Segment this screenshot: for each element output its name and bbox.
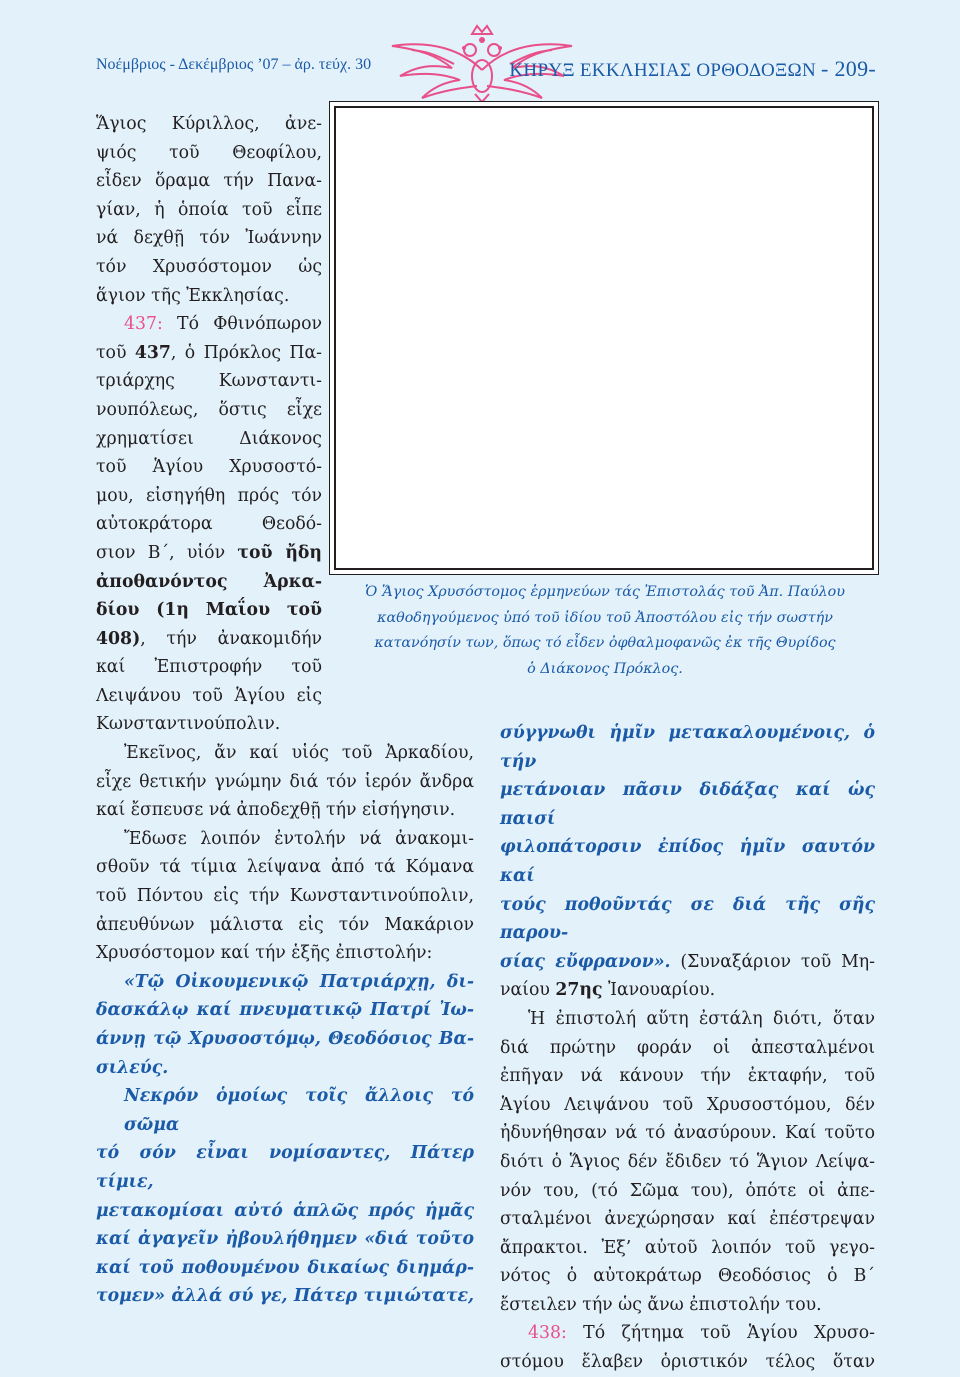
text-line <box>96 625 322 654</box>
quote-line: Νεκρόν ὁμοίως τοῖς ἄλλοις τό σῶμα <box>124 1086 474 1135</box>
text-span: Τό ζήτημα τοῦ Ἁγίου Χρυσο- <box>566 1323 875 1344</box>
right-column <box>500 719 875 1377</box>
quote-line: δασκάλῳ καί πνευματικῷ Πατρί Ἰω- <box>96 1000 474 1021</box>
text-line: ἀπευθύνων μάλιστα εἰς τόν Μακάριον <box>96 914 474 935</box>
quote-line: τομεν» ἀλλά σύ γε, Πάτερ τιμιώτατε, <box>96 1286 474 1307</box>
text-line: Ἔδωσε λοιπόν ἐντολήν νά ἀνακομι- <box>124 828 474 849</box>
quote-line: τούς ποθοῦντάς σε διά τῆς σῆς παρου- <box>500 894 875 944</box>
caption-line: Ὁ Ἅγιος Χρυσόστομος ἑρμηνεύων τάς Ἐπιστολάς τοῦ Ἀπ. Παύλου <box>365 584 845 600</box>
quote-line: «Τῷ Οἰκουμενικῷ Πατριάρχῃ, δι- <box>124 971 474 992</box>
text-line: δίου (1η Μαΐου τοῦ <box>96 600 322 621</box>
text-span: Ἰανουαρίου. <box>602 980 716 1001</box>
text-line: αὐτοκράτορα Θεοδό- <box>96 514 322 535</box>
quote-line: τό σόν εἶναι νομίσαντες, Πάτερ τίμιε, <box>96 1143 474 1192</box>
text-line: ἄπρακτοι. Ἐξ’ αὐτοῦ λοιπόν τοῦ γεγο- <box>500 1237 875 1258</box>
quote-line: φιλοπάτορσιν ἐπίδος ἡμῖν σαυτόν καί <box>500 837 875 886</box>
text-span: 27ης <box>555 980 603 1001</box>
text-span: ναίου <box>500 980 556 1001</box>
text-line: στόμου ἔλαβεν ὁριστικόν τέλος ὅταν <box>500 1352 875 1373</box>
text-span: , ὁ Πρόκλος Πα- <box>170 342 322 363</box>
quote-line: καί τοῦ ποθουμένου δικαίως διημάρ- <box>96 1257 474 1278</box>
text-line: Ἁγίου Λειψάνου τοῦ Χρυσοστόμου, δέν <box>500 1094 875 1115</box>
quote-line: καί ἀγαγεῖν ἠβουλήθημεν «διά τοῦτο <box>96 1229 474 1250</box>
text-line: νόν του, (τό Σῶμα του), ὁπότε οἱ ἀπε- <box>500 1180 875 1201</box>
year-label: 438: <box>528 1323 567 1344</box>
icon-image-placeholder <box>334 106 874 570</box>
year-paragraph-438 <box>500 1319 875 1348</box>
text-span: σιον Β΄, υἱόν <box>96 542 238 563</box>
page-number: - 209- <box>821 56 876 81</box>
text-line: τριάρχης Κωνσταντι- <box>96 371 322 392</box>
text-line: μου, εἰσηγήθη πρός τόν <box>96 485 322 506</box>
text-line: Χρυσόστομον καί τήν ἑξῆς ἐπιστολήν: <box>96 943 433 964</box>
header-title <box>509 56 876 82</box>
text-span: Τό Φθινόπωρον <box>162 314 322 335</box>
text-line: σθοῦν τά τίμια λείψανα ἀπό τά Κόμανα <box>96 857 474 878</box>
text-line: εἶδεν ὅραμα τήν Πανα- <box>96 171 322 192</box>
text-span: σίας εὔφρανον». <box>500 951 671 972</box>
text-line: ἅγιον τῆς Ἐκκλησίας. <box>96 285 290 306</box>
text-line: διά πρώτην φοράν οἱ ἀπεσταλμένοι <box>500 1037 875 1058</box>
text-line: νουπόλεως, ὅστις εἶχε <box>96 399 322 420</box>
journal-title: ΚΗΡΥΞ ΕΚΚΛΗΣΙΑΣ ΟΡΘΟΔΟΞΩΝ <box>509 60 816 81</box>
text-line: τόν Χρυσόστομον ὡς <box>96 256 322 277</box>
text-span: 408) <box>96 628 141 649</box>
text-span: (Συναξάριον τοῦ Μη- <box>670 951 875 972</box>
text-span: τοῦ ἤδη <box>237 542 322 563</box>
text-line: διότι ὁ Ἅγιος δέν ἔδιδεν τό Ἅγιον Λείψα- <box>500 1151 875 1172</box>
text-line <box>500 976 875 1005</box>
caption-line: καθοδηγούμενος ὑπό τοῦ ἰδίου τοῦ Ἀποστόλου εἰς τήν σωστήν <box>377 609 833 626</box>
text-line: χρηματίσει Διάκονος <box>96 428 322 449</box>
text-line <box>96 339 322 368</box>
text-line: τοῦ Ἁγίου Χρυσοστό- <box>96 457 322 478</box>
text-line: Κωνσταντινούπολιν. <box>96 714 281 735</box>
text-line: Ἐκεῖνος, ἄν καί υἱός τοῦ Ἀρκαδίου, <box>124 743 474 763</box>
text-line: εἶχε θετικήν γνώμην διά τόν ἱερόν ἄνδρα <box>96 771 474 792</box>
left-wide-column <box>96 739 474 1311</box>
quote-line: σύγγνωθι ἡμῖν μετακαλουμένοις, ὁ τήν <box>500 723 875 772</box>
text-span: , τήν ἀνακομιδήν <box>140 628 322 649</box>
image-caption <box>340 580 870 682</box>
text-line: καί Ἐπιστροφήν τοῦ <box>96 657 322 678</box>
text-line: ἐπῆγαν νά κάνουν τήν ἐκταφήν, τοῦ <box>500 1066 875 1087</box>
text-line: ἀποθανόντος Ἀρκα- <box>96 571 322 592</box>
text-line: Λειψάνου τοῦ Ἁγίου εἰς <box>96 685 322 706</box>
text-line: σταλμένοι ἀνεχώρησαν καί ἐπέστρεψαν <box>500 1209 875 1230</box>
header-issue-date: Νοέμβριος - Δεκέμβριος ’07 – ἀρ. τεύχ. 30 <box>96 56 372 73</box>
year-paragraph-437 <box>96 310 322 339</box>
text-span: τοῦ <box>96 342 135 363</box>
text-span: 437 <box>134 342 171 363</box>
text-line: νά δεχθῇ τόν Ἰωάννην <box>96 228 322 249</box>
quote-line: άννῃ τῷ Χρυσοστόμῳ, Θεοδόσιος Βα- <box>96 1028 474 1049</box>
text-line: καί ἔσπευσε νά ἀποδεχθῇ τήν εἰσήγησιν. <box>96 800 456 821</box>
text-line: ἠδυνήθησαν νά τό ἀνασύρουν. Καί τοῦτο <box>500 1123 875 1144</box>
text-line: ἔστειλεν τήν ὡς ἄνω ἐπιστολήν του. <box>500 1294 822 1315</box>
quote-line: μετακομίσαι αὐτό ἁπλῶς πρός ἡμᾶς <box>96 1200 474 1221</box>
text-line: Ἡ ἐπιστολή αὕτη ἐστάλη διότι, ὅταν <box>528 1008 875 1029</box>
text-line <box>500 948 875 977</box>
text-line: Ἅγιος Κύριλλος, ἀνε- <box>96 114 322 134</box>
text-line <box>96 539 322 568</box>
text-line: νότος ὁ αὐτοκράτωρ Θεοδόσιος ὁ Β΄ <box>500 1266 875 1287</box>
text-line: τοῦ Πόντου εἰς τήν Κωνσταντινούπολιν, <box>96 885 474 906</box>
caption-line: κατανόησίν των, ὅπως τό εἶδεν ὀφθαλμοφανῶς ἐκ τῆς Θυρίδος <box>374 635 836 651</box>
quote-line: μετάνοιαν πᾶσιν διδάξας καί ὡς παισί <box>500 780 875 829</box>
year-label: 437: <box>124 314 163 335</box>
text-line: ψιός τοῦ Θεοφίλου, <box>96 142 322 163</box>
text-line: γίαν, ἡ ὁποία τοῦ εἶπε <box>96 199 322 220</box>
caption-line: ὁ Διάκονος Πρόκλος. <box>527 660 683 677</box>
quote-line: σιλεύς. <box>96 1057 169 1078</box>
left-narrow-column <box>96 110 322 739</box>
